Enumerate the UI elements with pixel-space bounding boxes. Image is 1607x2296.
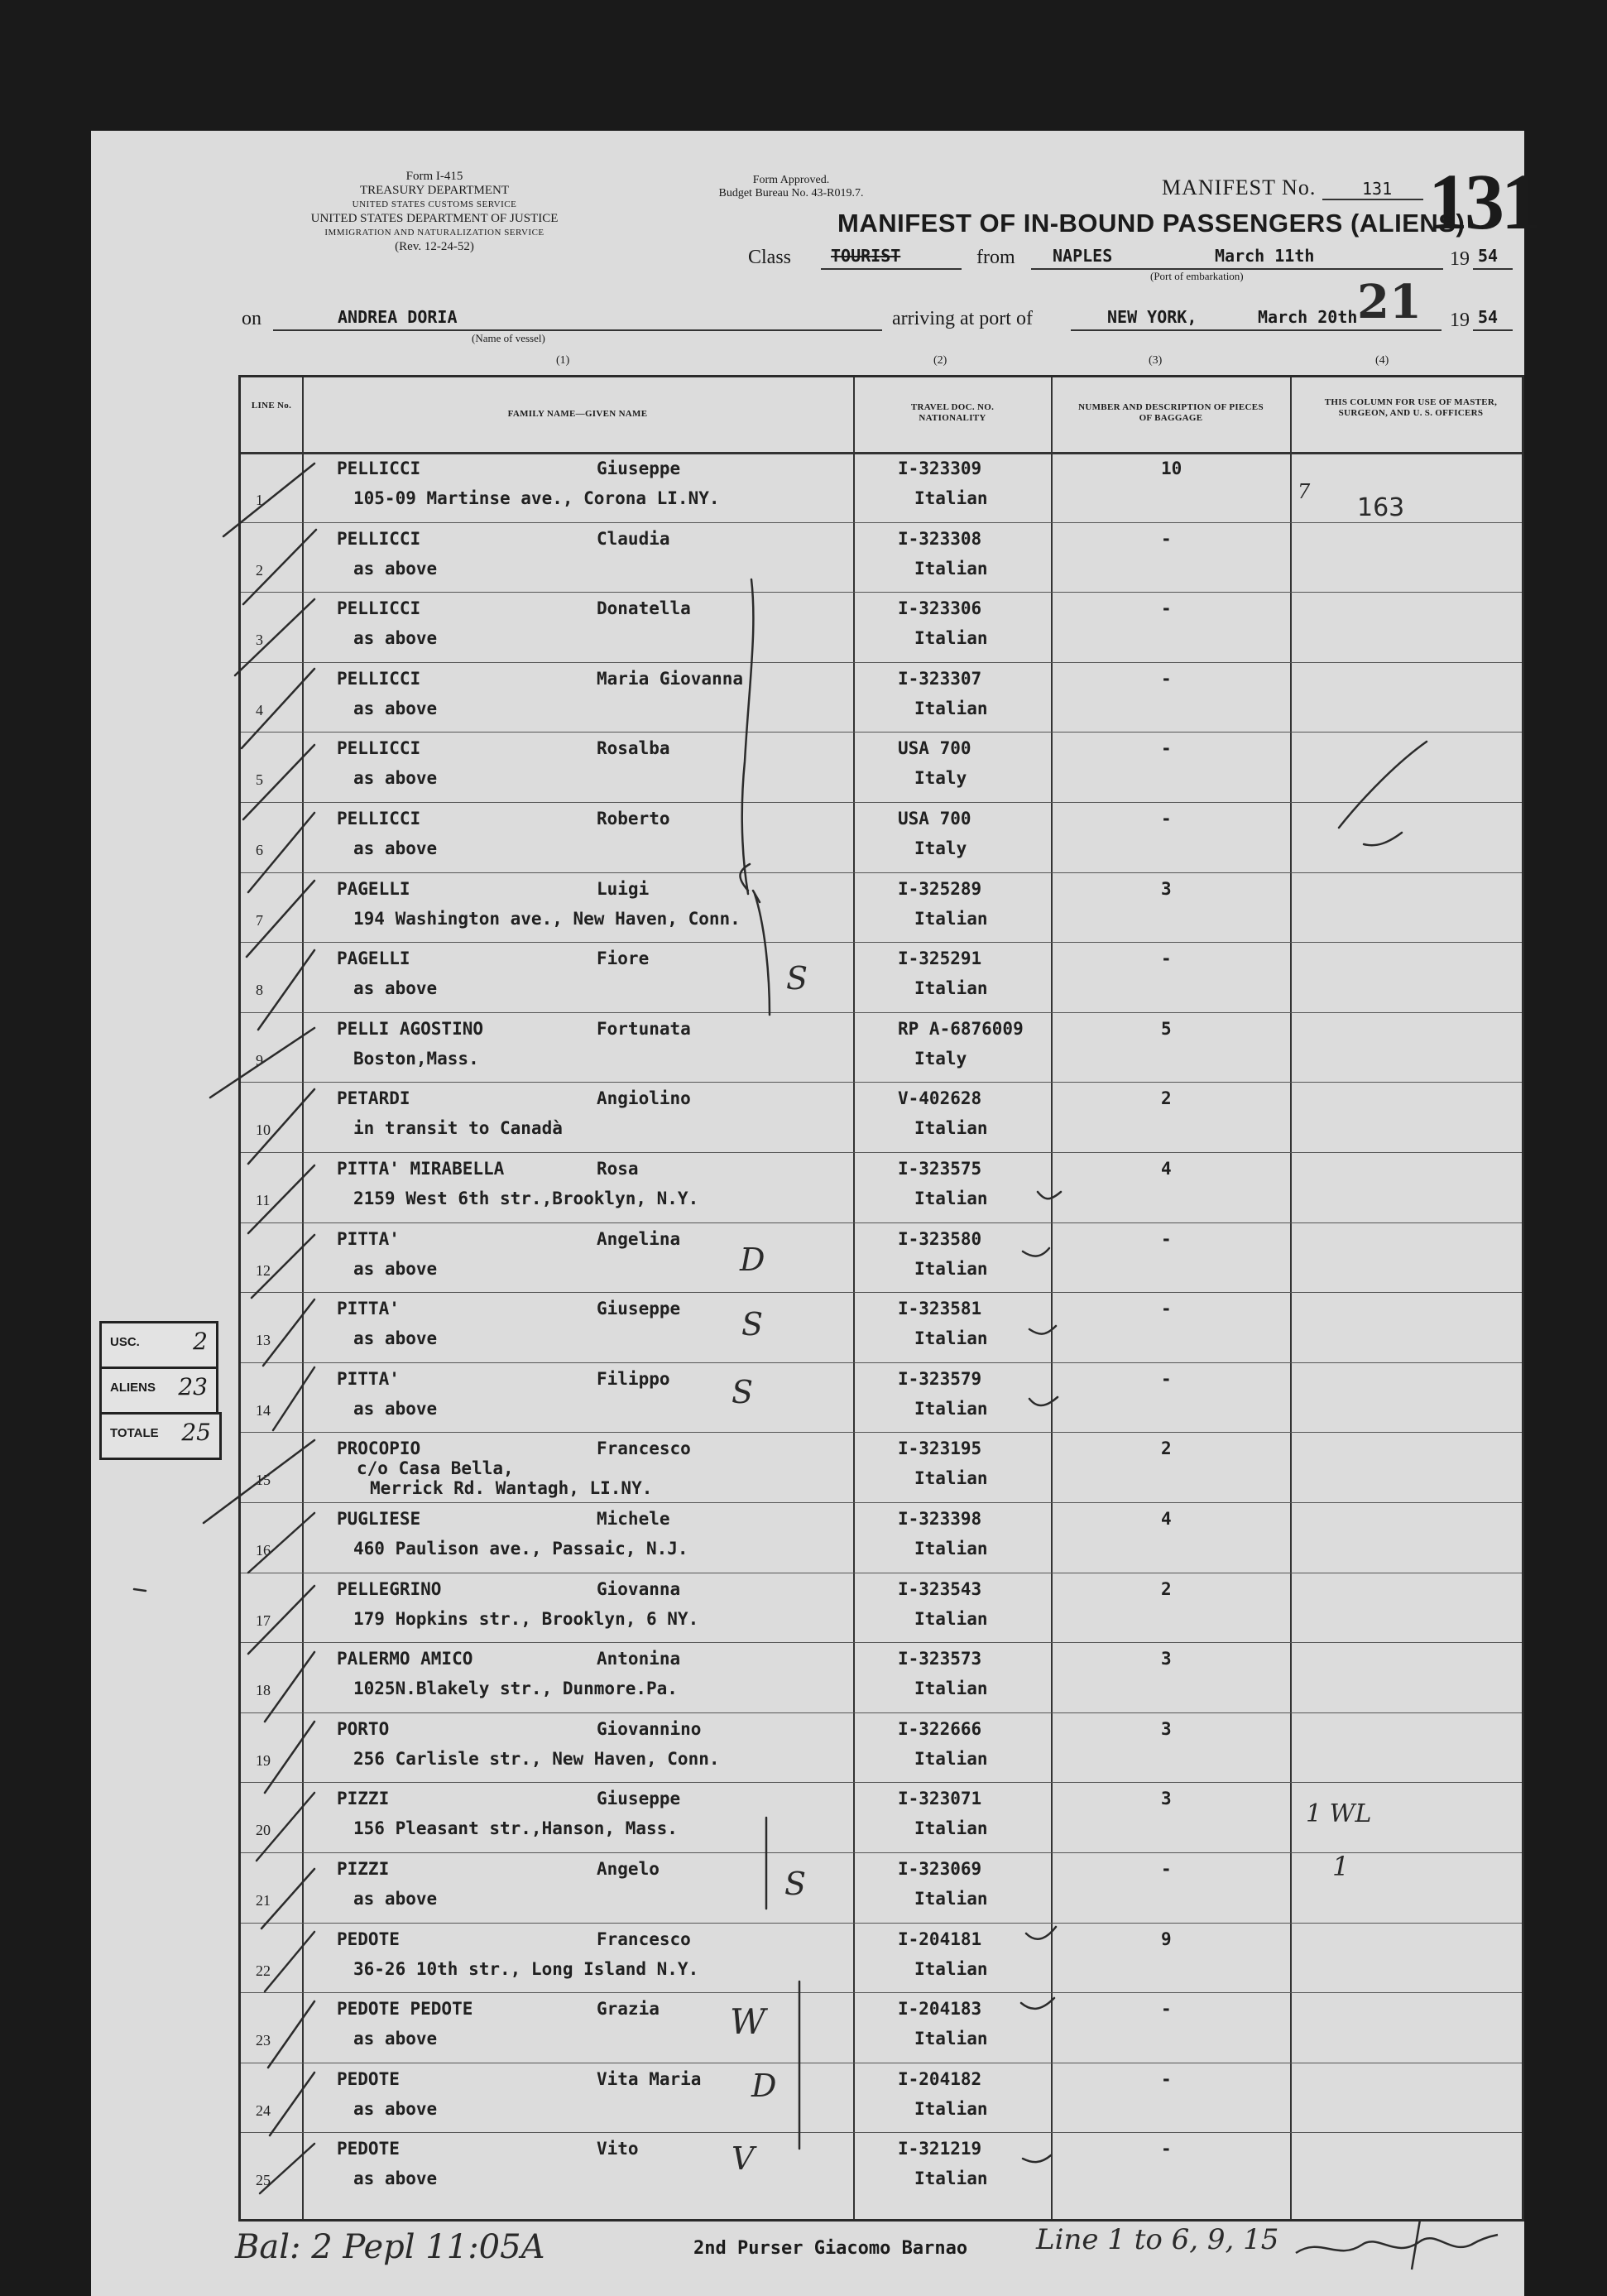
column-number: (2): [933, 354, 947, 367]
tally-aliens-label: ALIENS: [110, 1381, 156, 1395]
given-name: Roberto: [597, 809, 670, 829]
family-name: PEDOTE: [337, 2068, 400, 2089]
departure-date: March 11th: [1215, 246, 1315, 266]
nationality: Italian: [914, 1398, 988, 1419]
family-name: PROCOPIO: [337, 1439, 421, 1459]
nationality: Italian: [914, 2169, 988, 2189]
line-number: 23: [256, 2032, 271, 2049]
family-name: PELLICCI: [337, 598, 421, 619]
travel-doc-number: RP A-6876009: [898, 1018, 1024, 1039]
form-approved: Form Approved.: [752, 174, 830, 186]
line-number: 24: [256, 2101, 271, 2119]
nationality: Italian: [914, 1468, 988, 1489]
baggage-count: -: [1161, 738, 1172, 759]
family-name: PELLEGRINO: [337, 1578, 442, 1599]
line-number: 15: [256, 1472, 271, 1489]
travel-doc-number: I-323573: [898, 1649, 982, 1669]
arrival-port: NEW YORK,: [1107, 307, 1197, 327]
address: Boston,Mass.: [353, 1048, 479, 1069]
revision-date: (Rev. 12-24-52): [395, 240, 474, 253]
travel-doc-number: I-323580: [898, 1228, 982, 1249]
address: as above: [353, 1258, 438, 1279]
treasury-department: TREASURY DEPARTMENT: [359, 184, 510, 197]
travel-doc-number: V-402628: [898, 1088, 982, 1109]
nationality: Italian: [914, 2098, 988, 2119]
family-name: PITTA' MIRABELLA: [337, 1159, 505, 1179]
baggage-count: 3: [1161, 1718, 1172, 1739]
address: as above: [353, 978, 438, 999]
nationality: Italian: [914, 1539, 988, 1559]
travel-doc-number: I-323306: [898, 598, 982, 619]
line-number: 25: [256, 2172, 271, 2189]
given-name: Michele: [597, 1509, 670, 1529]
address-line-2: Merrick Rd. Wantagh, LI.NY.: [370, 1478, 653, 1499]
travel-doc-number: I-323575: [898, 1159, 982, 1179]
tally-usc-value: 2: [193, 1328, 208, 1355]
given-name: Giuseppe: [597, 459, 681, 478]
given-name: Filippo: [597, 1368, 670, 1389]
inspection-mark: S: [784, 1866, 807, 1902]
immigration-service: IMMIGRATION AND NATURALIZATION SERVICE: [324, 228, 544, 238]
given-name: Angiolino: [597, 1088, 691, 1109]
nationality: Italian: [914, 558, 988, 579]
travel-doc-number: I-325289: [898, 878, 982, 899]
travel-doc-number: I-323581: [898, 1299, 982, 1319]
address: 2159 West 6th str.,Brooklyn, N.Y.: [353, 1189, 699, 1208]
address: 36-26 10th str., Long Island N.Y.: [353, 1958, 699, 1979]
on-label: on: [242, 308, 261, 329]
baggage-count: 3: [1161, 1789, 1172, 1809]
nationality: Italian: [914, 1889, 988, 1909]
officer-note: 163: [1357, 493, 1405, 522]
address: as above: [353, 2169, 438, 2189]
baggage-count: -: [1161, 1299, 1172, 1319]
baggage-count: 4: [1161, 1159, 1172, 1179]
baggage-count: 9: [1161, 1929, 1172, 1949]
baggage-count: 2: [1161, 1088, 1172, 1109]
baggage-count: -: [1161, 809, 1172, 829]
line-number: 4: [256, 701, 263, 718]
officer-note: 1 WL: [1306, 1799, 1372, 1828]
address: as above: [353, 1398, 438, 1419]
manifest-number: 131: [1362, 179, 1393, 199]
nationality: Italian: [914, 2029, 988, 2049]
family-name: PITTA': [337, 1368, 400, 1389]
signature-scrawl: [1288, 2212, 1503, 2278]
address: c/o Casa Bella,: [357, 1458, 514, 1479]
family-name: PEDOTE: [337, 1929, 400, 1949]
arrival-date-correction: 21: [1357, 275, 1422, 329]
inspection-mark: S: [732, 1374, 754, 1410]
travel-doc-number: I-323543: [898, 1578, 982, 1599]
baggage-count: -: [1161, 1228, 1172, 1249]
given-name: Giovannino: [597, 1718, 702, 1739]
departure-year: 54: [1478, 246, 1499, 266]
line-number: 13: [256, 1332, 271, 1349]
address: 256 Carlisle str., New Haven, Conn.: [353, 1748, 720, 1769]
nationality: Italian: [914, 628, 988, 649]
address: as above: [353, 2098, 438, 2119]
arrival-date: March 20th: [1258, 307, 1358, 327]
travel-doc-number: I-204181: [898, 1929, 982, 1949]
baggage-count: 10: [1161, 459, 1182, 478]
travel-doc-number: I-323071: [898, 1789, 982, 1809]
port-caption: (Port of embarkation): [1150, 270, 1244, 282]
baggage-count: -: [1161, 668, 1172, 689]
address: as above: [353, 2029, 438, 2049]
given-name: Vito: [597, 2139, 639, 2159]
manifest-number-label: MANIFEST No.: [1162, 175, 1317, 199]
inspection-mark: D: [740, 1242, 765, 1278]
baggage-count: -: [1161, 1368, 1172, 1389]
address: in transit to Canadà: [353, 1118, 563, 1139]
line-number: 8: [256, 982, 263, 999]
baggage-count: -: [1161, 2139, 1172, 2159]
given-name: Grazia: [597, 1999, 660, 2020]
family-name: PAGELLI: [337, 949, 410, 969]
given-name: Giuseppe: [597, 1789, 681, 1809]
column-number: (3): [1149, 354, 1163, 367]
baggage-count: 5: [1161, 1018, 1172, 1039]
line-number: 19: [256, 1751, 271, 1769]
given-name: Maria Giovanna: [597, 668, 744, 689]
inspection-mark: S: [786, 960, 808, 997]
tally-total: [99, 1412, 222, 1460]
family-name: PIZZI: [337, 1859, 390, 1879]
column-number: (4): [1375, 354, 1389, 367]
nationality: Italian: [914, 1818, 988, 1839]
family-name: PITTA': [337, 1228, 400, 1249]
address: as above: [353, 838, 438, 858]
manifest-stamp-number: 131: [1428, 157, 1537, 246]
family-name: PELLICCI: [337, 528, 421, 549]
line-number: 20: [256, 1822, 271, 1839]
travel-doc-number: I-323307: [898, 668, 982, 689]
given-name: Angelo: [597, 1859, 660, 1879]
tally-usc: [99, 1321, 218, 1369]
tally-aliens-value: 23: [178, 1373, 208, 1400]
given-name: Fiore: [597, 949, 650, 969]
baggage-count: -: [1161, 1999, 1172, 2020]
line-number: 10: [256, 1122, 271, 1139]
purser-signature-line: 2nd Purser Giacomo Barnao: [693, 2238, 968, 2259]
arrival-year-prefix: 19: [1450, 310, 1470, 331]
family-name: PUGLIESE: [337, 1509, 421, 1529]
line-number: 6: [256, 842, 263, 858]
given-name: Claudia: [597, 528, 670, 549]
travel-doc-number: I-323308: [898, 528, 982, 549]
baggage-count: 2: [1161, 1439, 1172, 1459]
given-name: Rosa: [597, 1159, 639, 1179]
address: 460 Paulison ave., Passaic, N.J.: [353, 1539, 688, 1559]
given-name: Rosalba: [597, 738, 670, 759]
address: as above: [353, 1328, 438, 1349]
budget-bureau-number: Budget Bureau No. 43-R019.7.: [718, 187, 864, 199]
line-number: 16: [256, 1542, 271, 1559]
travel-doc-number: USA 700: [898, 809, 971, 829]
header-officers: THIS COLUMN FOR USE OF MASTER, SURGEON, AND U. S. OFFICERS: [1324, 397, 1498, 418]
travel-doc-number: I-323579: [898, 1368, 982, 1389]
baggage-count: 3: [1161, 1649, 1172, 1669]
family-name: PALERMO AMICO: [337, 1649, 473, 1669]
line-number: 14: [256, 1401, 271, 1419]
from-label: from: [976, 247, 1015, 268]
family-name: PELLICCI: [337, 809, 421, 829]
travel-doc-number: I-323398: [898, 1509, 982, 1529]
line-number: 5: [256, 771, 263, 789]
tally-total-value: 25: [181, 1419, 211, 1446]
given-name: Donatella: [597, 598, 691, 619]
given-name: Francesco: [597, 1439, 691, 1459]
nationality: Italy: [914, 838, 967, 858]
nationality: Italian: [914, 1748, 988, 1769]
nationality: Italian: [914, 488, 988, 508]
arrival-year: 54: [1478, 307, 1499, 327]
column-number: (1): [556, 354, 570, 367]
family-name: PEDOTE PEDOTE: [337, 1999, 473, 2020]
travel-doc-number: I-322666: [898, 1718, 982, 1739]
inspection-mark: S: [741, 1306, 764, 1343]
arriving-label: arriving at port of: [892, 308, 1033, 329]
travel-doc-number: I-204183: [898, 1999, 982, 2020]
line-number: 3: [256, 632, 263, 649]
header-baggage: NUMBER AND DESCRIPTION OF PIECES OF BAGGAGE: [1078, 402, 1264, 423]
nationality: Italian: [914, 1118, 988, 1139]
baggage-count: -: [1161, 528, 1172, 549]
given-name: Antonina: [597, 1649, 681, 1669]
nationality: Italian: [914, 1679, 988, 1699]
form-number: Form I-415: [405, 170, 463, 183]
nationality: Italy: [914, 1048, 967, 1069]
family-name: PORTO: [337, 1718, 390, 1739]
given-name: Francesco: [597, 1929, 691, 1949]
baggage-count: -: [1161, 2068, 1172, 2089]
line-number: 9: [256, 1051, 263, 1069]
baggage-count: -: [1161, 598, 1172, 619]
baggage-count: 2: [1161, 1578, 1172, 1599]
baggage-count: -: [1161, 1859, 1172, 1879]
given-name: Angelina: [597, 1228, 681, 1249]
address: as above: [353, 628, 438, 649]
inspection-mark: W: [730, 2001, 766, 2042]
family-name: PELLICCI: [337, 668, 421, 689]
travel-doc-number: I-323309: [898, 459, 982, 478]
address: as above: [353, 558, 438, 579]
footer-line-note: Line 1 to 6, 9, 15: [1036, 2223, 1279, 2256]
officer-note: 1: [1332, 1851, 1350, 1882]
given-name: Giuseppe: [597, 1299, 681, 1319]
nationality: Italian: [914, 1328, 988, 1349]
baggage-count: -: [1161, 949, 1172, 969]
given-name: Giovanna: [597, 1578, 681, 1599]
travel-doc-number: I-323195: [898, 1439, 982, 1459]
family-name: PITTA': [337, 1299, 400, 1319]
line-number: 18: [256, 1682, 271, 1699]
departure-year-prefix: 19: [1450, 248, 1470, 270]
line-number: 12: [256, 1261, 271, 1279]
travel-doc-number: I-323069: [898, 1859, 982, 1879]
family-name: PELLI AGOSTINO: [337, 1018, 484, 1039]
address: 1025N.Blakely str., Dunmore.Pa.: [353, 1679, 678, 1699]
given-name: Fortunata: [597, 1018, 691, 1039]
family-name: PELLICCI: [337, 459, 421, 478]
family-name: PETARDI: [337, 1088, 410, 1109]
header-name: FAMILY NAME—GIVEN NAME: [507, 409, 648, 419]
travel-doc-number: I-325291: [898, 949, 982, 969]
vessel-name: ANDREA DORIA: [338, 307, 458, 327]
address: as above: [353, 1889, 438, 1909]
justice-department: UNITED STATES DEPARTMENT OF JUSTICE: [310, 212, 559, 225]
line-number: 1: [256, 492, 263, 508]
given-name: Luigi: [597, 878, 650, 899]
line-number: 21: [256, 1892, 271, 1909]
address: 194 Washington ave., New Haven, Conn.: [353, 908, 741, 929]
footer-handwritten-note: Bal: 2 Pepl 11:05A: [235, 2228, 545, 2266]
address: as above: [353, 768, 438, 789]
class-label: Class: [748, 247, 792, 268]
class-value: TOURIST: [831, 246, 901, 266]
address: 156 Pleasant str.,Hanson, Mass.: [353, 1818, 678, 1839]
nationality: Italian: [914, 1189, 988, 1208]
line-number: 17: [256, 1612, 271, 1629]
line-number: 7: [256, 911, 263, 929]
nationality: Italian: [914, 1958, 988, 1979]
travel-doc-number: USA 700: [898, 738, 971, 759]
baggage-count: 3: [1161, 878, 1172, 899]
manifest-title: MANIFEST OF IN-BOUND PASSENGERS (ALIENS): [837, 209, 1465, 238]
nationality: Italian: [914, 978, 988, 999]
line-number: 22: [256, 1962, 271, 1979]
family-name: PELLICCI: [337, 738, 421, 759]
given-name: Vita Maria: [597, 2068, 702, 2089]
family-name: PIZZI: [337, 1789, 390, 1809]
officer-note: 7: [1298, 480, 1311, 503]
family-name: PAGELLI: [337, 878, 410, 899]
nationality: Italian: [914, 698, 988, 718]
address: as above: [353, 698, 438, 718]
tally-usc-label: USC.: [110, 1335, 140, 1349]
nationality: Italy: [914, 768, 967, 789]
address: 105-09 Martinse ave., Corona LI.NY.: [353, 488, 720, 508]
port-of-embarkation: NAPLES: [1053, 246, 1113, 266]
nationality: Italian: [914, 908, 988, 929]
header-line-no: LINE No.: [251, 401, 292, 411]
header-travel-doc: TRAVEL DOC. NO. NATIONALITY: [910, 402, 995, 423]
travel-doc-number: I-204182: [898, 2068, 982, 2089]
customs-service: UNITED STATES CUSTOMS SERVICE: [352, 199, 517, 209]
travel-doc-number: I-321219: [898, 2139, 982, 2159]
family-name: PEDOTE: [337, 2139, 400, 2159]
line-number: 2: [256, 561, 263, 579]
tally-aliens: [99, 1367, 218, 1415]
baggage-count: 4: [1161, 1509, 1172, 1529]
address: 179 Hopkins str., Brooklyn, 6 NY.: [353, 1608, 699, 1629]
tally-total-label: TOTALE: [110, 1426, 159, 1440]
inspection-mark: V: [732, 2140, 755, 2177]
vessel-caption: (Name of vessel): [472, 332, 545, 344]
nationality: Italian: [914, 1258, 988, 1279]
inspection-mark: D: [751, 2068, 777, 2104]
nationality: Italian: [914, 1608, 988, 1629]
line-number: 11: [256, 1192, 271, 1208]
